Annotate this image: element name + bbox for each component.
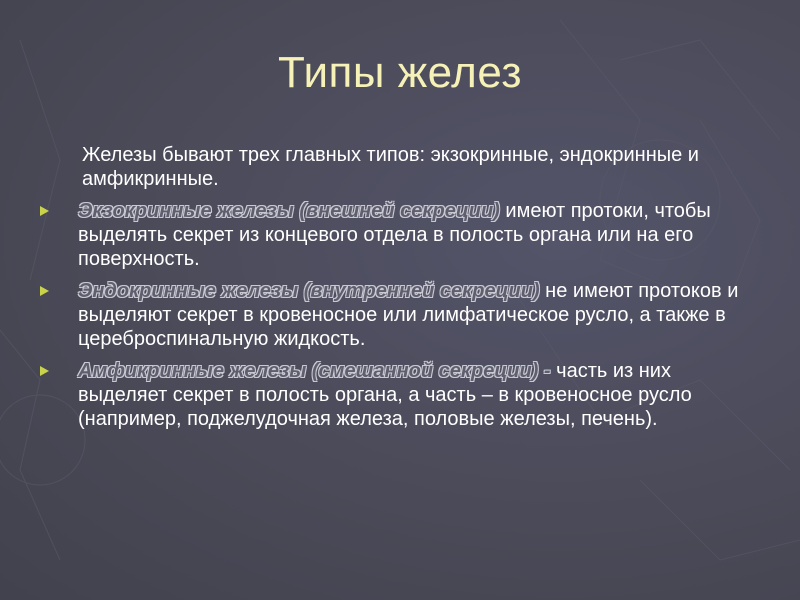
bullet-term: Экзокринные железы (внешней секреции) bbox=[78, 200, 500, 222]
intro-paragraph: Железы бывают трех главных типов: экзокринные, эндокринные и амфикринные. bbox=[82, 144, 699, 190]
triangle-right-icon bbox=[40, 206, 49, 216]
bullet-item bbox=[40, 279, 760, 351]
bullet-item bbox=[40, 359, 760, 431]
slide-title: Типы желез bbox=[278, 48, 522, 97]
bullet-term: Эндокринные железы (внутренней секреции) bbox=[78, 280, 540, 302]
triangle-right-icon bbox=[40, 366, 49, 376]
bullet-text: не имеют протоков и выделяют секрет в кровеносное или лимфатическое русло, а также в цереброспинальную жидкость. bbox=[78, 280, 739, 350]
bullet-text: часть из них выделяет секрет в полость органа, а часть – в кровеносное русло (например, поджелудочная железа, половые железы, печень). bbox=[78, 360, 692, 430]
bullet-item bbox=[40, 199, 760, 271]
bullet-term: Амфикринные железы (смешанной секреции) - bbox=[78, 360, 551, 382]
slide-content bbox=[40, 143, 760, 439]
bullet-text: имеют протоки, чтобы выделять секрет из концевого отдела в полость органа или на его поверхность. bbox=[78, 200, 711, 270]
triangle-right-icon bbox=[40, 286, 49, 296]
